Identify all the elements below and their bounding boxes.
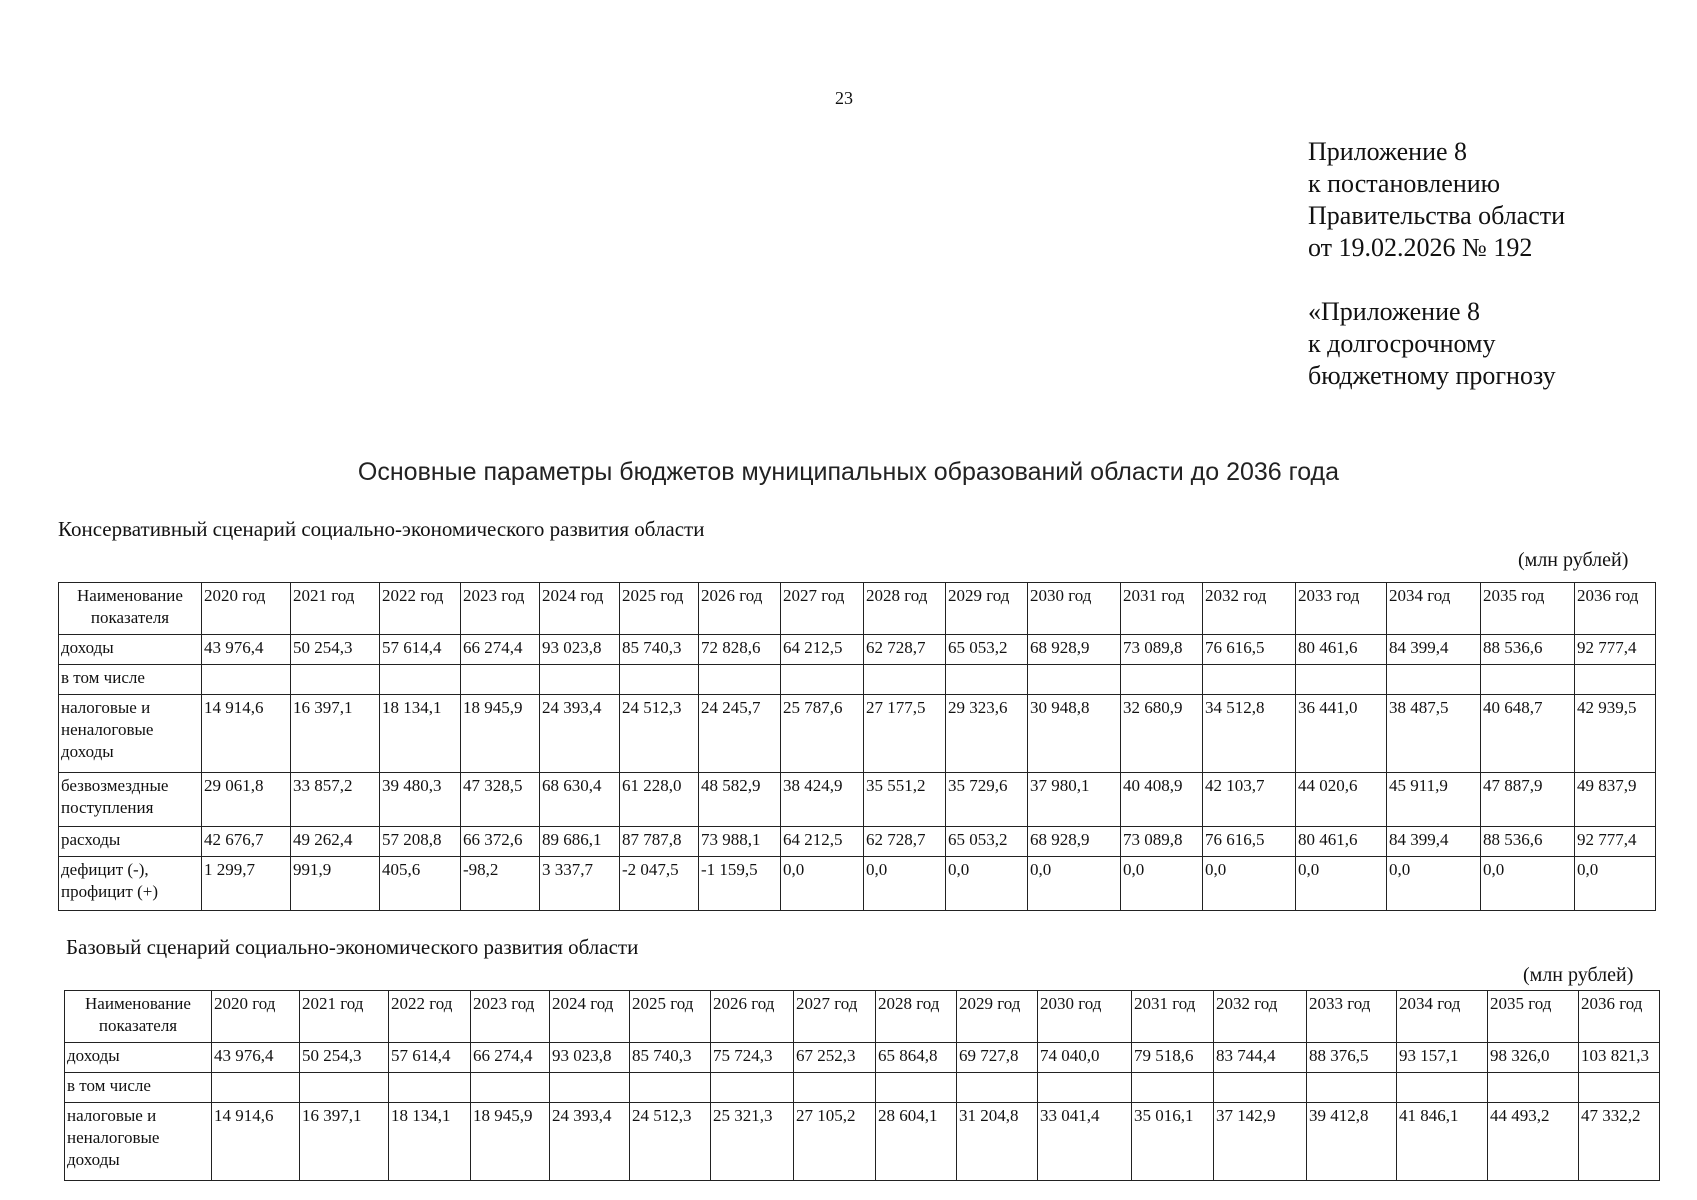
table-cell: 405,6 bbox=[380, 857, 461, 911]
header-year: 2032 год bbox=[1214, 991, 1307, 1043]
table-cell: 47 887,9 bbox=[1481, 773, 1575, 827]
header-year: 2029 год bbox=[957, 991, 1038, 1043]
table-cell bbox=[1481, 665, 1575, 695]
table-cell bbox=[781, 665, 864, 695]
table-cell: 18 945,9 bbox=[471, 1103, 550, 1181]
header-year: 2026 год bbox=[699, 583, 781, 635]
appendix-line: Приложение 8 bbox=[1308, 137, 1468, 166]
table-cell bbox=[380, 665, 461, 695]
header-year: 2034 год bbox=[1387, 583, 1481, 635]
table-cell: 42 103,7 bbox=[1203, 773, 1296, 827]
header-year: 2021 год bbox=[300, 991, 389, 1043]
table-cell: 65 053,2 bbox=[946, 635, 1028, 665]
table-cell: 50 254,3 bbox=[300, 1043, 389, 1073]
table-cell: 68 928,9 bbox=[1028, 635, 1121, 665]
table-cell: 93 023,8 bbox=[540, 635, 620, 665]
table-cell: 42 939,5 bbox=[1575, 695, 1656, 773]
table-cell: -2 047,5 bbox=[620, 857, 699, 911]
table-cell: 18 134,1 bbox=[380, 695, 461, 773]
header-year: 2021 год bbox=[291, 583, 380, 635]
header-year: 2024 год bbox=[550, 991, 630, 1043]
table-cell: 45 911,9 bbox=[1387, 773, 1481, 827]
table-cell: 65 053,2 bbox=[946, 827, 1028, 857]
table-cell: 49 262,4 bbox=[291, 827, 380, 857]
header-year: 2028 год bbox=[876, 991, 957, 1043]
table-cell: 42 676,7 bbox=[202, 827, 291, 857]
row-label: доходы bbox=[65, 1043, 212, 1073]
table-cell: 61 228,0 bbox=[620, 773, 699, 827]
appendix-line: Правительства области bbox=[1308, 201, 1566, 230]
header-year: 2029 год bbox=[946, 583, 1028, 635]
table-cell: 88 536,6 bbox=[1481, 827, 1575, 857]
row-label: дефицит (-), профицит (+) bbox=[59, 857, 202, 911]
table-row bbox=[59, 827, 1656, 857]
header-year: 2025 год bbox=[630, 991, 711, 1043]
table-header-row bbox=[65, 991, 1660, 1043]
appendix-block bbox=[1308, 136, 1565, 392]
table-cell bbox=[1121, 665, 1203, 695]
table-cell bbox=[946, 665, 1028, 695]
table-cell: 33 857,2 bbox=[291, 773, 380, 827]
table-cell bbox=[620, 665, 699, 695]
header-year: 2020 год bbox=[212, 991, 300, 1043]
table-cell bbox=[461, 665, 540, 695]
table-cell: 0,0 bbox=[1203, 857, 1296, 911]
header-year: 2025 год bbox=[620, 583, 699, 635]
table-cell: 32 680,9 bbox=[1121, 695, 1203, 773]
table-cell: 37 142,9 bbox=[1214, 1103, 1307, 1181]
table-cell: 35 729,6 bbox=[946, 773, 1028, 827]
table-cell: 69 727,8 bbox=[957, 1043, 1038, 1073]
table-cell: 24 512,3 bbox=[620, 695, 699, 773]
table-cell: 47 332,2 bbox=[1579, 1103, 1660, 1181]
table-cell: 68 630,4 bbox=[540, 773, 620, 827]
table-cell: 93 157,1 bbox=[1397, 1043, 1488, 1073]
row-label: налоговые и неналоговые доходы bbox=[59, 695, 202, 773]
row-label: в том числе bbox=[65, 1073, 212, 1103]
table-cell bbox=[1296, 665, 1387, 695]
table-cell bbox=[471, 1073, 550, 1103]
header-year: 2026 год bbox=[711, 991, 794, 1043]
table-cell: 44 020,6 bbox=[1296, 773, 1387, 827]
table-cell: 0,0 bbox=[1028, 857, 1121, 911]
table-cell bbox=[389, 1073, 471, 1103]
table-cell: 3 337,7 bbox=[540, 857, 620, 911]
table-cell: 98 326,0 bbox=[1488, 1043, 1579, 1073]
table-cell: 85 740,3 bbox=[620, 635, 699, 665]
table-cell: 83 744,4 bbox=[1214, 1043, 1307, 1073]
table-cell: 64 212,5 bbox=[781, 635, 864, 665]
table-cell: 85 740,3 bbox=[630, 1043, 711, 1073]
header-year: 2020 год bbox=[202, 583, 291, 635]
table-cell: -98,2 bbox=[461, 857, 540, 911]
table-cell bbox=[202, 665, 291, 695]
table-cell: 27 177,5 bbox=[864, 695, 946, 773]
header-year: 2023 год bbox=[461, 583, 540, 635]
document-title: Основные параметры бюджетов муниципальных образований области до 2036 года bbox=[357, 458, 1340, 486]
table-cell: 74 040,0 bbox=[1038, 1043, 1132, 1073]
table-cell: -1 159,5 bbox=[699, 857, 781, 911]
table-cell: 49 837,9 bbox=[1575, 773, 1656, 827]
table-cell: 31 204,8 bbox=[957, 1103, 1038, 1181]
table-cell: 89 686,1 bbox=[540, 827, 620, 857]
table-cell bbox=[300, 1073, 389, 1103]
table-cell: 75 724,3 bbox=[711, 1043, 794, 1073]
table-cell: 39 412,8 bbox=[1307, 1103, 1397, 1181]
table-cell: 18 945,9 bbox=[461, 695, 540, 773]
table-cell bbox=[540, 665, 620, 695]
table-cell: 67 252,3 bbox=[794, 1043, 876, 1073]
header-year: 2032 год bbox=[1203, 583, 1296, 635]
budget-table-conservative bbox=[58, 582, 1656, 911]
table-row bbox=[59, 857, 1656, 911]
table-row bbox=[59, 773, 1656, 827]
table-cell bbox=[711, 1073, 794, 1103]
row-label: доходы bbox=[59, 635, 202, 665]
table-cell: 1 299,7 bbox=[202, 857, 291, 911]
table-cell: 64 212,5 bbox=[781, 827, 864, 857]
header-indicator-name: Наименование показателя bbox=[59, 583, 202, 635]
table-cell: 43 976,4 bbox=[202, 635, 291, 665]
header-year: 2035 год bbox=[1481, 583, 1575, 635]
appendix-line: от 19.02.2026 № 192 bbox=[1308, 233, 1533, 262]
table-cell: 25 787,6 bbox=[781, 695, 864, 773]
header-year: 2024 год bbox=[540, 583, 620, 635]
appendix-line: к долгосрочному bbox=[1308, 329, 1496, 358]
table-cell: 24 245,7 bbox=[699, 695, 781, 773]
table-cell: 29 061,8 bbox=[202, 773, 291, 827]
table-cell: 36 441,0 bbox=[1296, 695, 1387, 773]
table-cell: 66 372,6 bbox=[461, 827, 540, 857]
table-cell: 18 134,1 bbox=[389, 1103, 471, 1181]
table-cell: 0,0 bbox=[1296, 857, 1387, 911]
table-cell: 14 914,6 bbox=[202, 695, 291, 773]
table-cell: 40 648,7 bbox=[1481, 695, 1575, 773]
table-cell bbox=[212, 1073, 300, 1103]
table-cell: 28 604,1 bbox=[876, 1103, 957, 1181]
table-cell: 57 208,8 bbox=[380, 827, 461, 857]
table-cell bbox=[630, 1073, 711, 1103]
table-cell: 0,0 bbox=[1481, 857, 1575, 911]
table-row bbox=[65, 1073, 1660, 1103]
table-cell: 38 487,5 bbox=[1387, 695, 1481, 773]
header-year: 2023 год bbox=[471, 991, 550, 1043]
table-cell: 0,0 bbox=[1387, 857, 1481, 911]
table-cell: 47 328,5 bbox=[461, 773, 540, 827]
header-year: 2035 год bbox=[1488, 991, 1579, 1043]
table-cell: 50 254,3 bbox=[291, 635, 380, 665]
table-cell bbox=[291, 665, 380, 695]
table-cell bbox=[1579, 1073, 1660, 1103]
table-cell: 0,0 bbox=[1121, 857, 1203, 911]
units-label: (млн рублей) bbox=[1523, 964, 1634, 986]
table-cell: 68 928,9 bbox=[1028, 827, 1121, 857]
budget-table-base bbox=[64, 990, 1660, 1181]
table-cell: 44 493,2 bbox=[1488, 1103, 1579, 1181]
table-cell: 79 518,6 bbox=[1132, 1043, 1214, 1073]
table-cell: 84 399,4 bbox=[1387, 635, 1481, 665]
table-cell: 92 777,4 bbox=[1575, 635, 1656, 665]
table-cell: 0,0 bbox=[946, 857, 1028, 911]
table-cell bbox=[864, 665, 946, 695]
table-cell: 33 041,4 bbox=[1038, 1103, 1132, 1181]
table-cell: 24 512,3 bbox=[630, 1103, 711, 1181]
header-year: 2031 год bbox=[1132, 991, 1214, 1043]
table-header-row bbox=[59, 583, 1656, 635]
table-cell: 57 614,4 bbox=[389, 1043, 471, 1073]
table-cell: 24 393,4 bbox=[550, 1103, 630, 1181]
units-label: (млн рублей) bbox=[1518, 549, 1629, 571]
table-cell bbox=[1214, 1073, 1307, 1103]
table-cell: 76 616,5 bbox=[1203, 827, 1296, 857]
table-cell bbox=[1387, 665, 1481, 695]
table-cell bbox=[1203, 665, 1296, 695]
table-cell: 73 988,1 bbox=[699, 827, 781, 857]
header-year: 2027 год bbox=[794, 991, 876, 1043]
header-year: 2033 год bbox=[1307, 991, 1397, 1043]
table-cell: 76 616,5 bbox=[1203, 635, 1296, 665]
header-indicator-name: Наименование показателя bbox=[65, 991, 212, 1043]
table-cell bbox=[699, 665, 781, 695]
table-cell: 80 461,6 bbox=[1296, 635, 1387, 665]
table-cell bbox=[794, 1073, 876, 1103]
table-cell: 24 393,4 bbox=[540, 695, 620, 773]
table-cell: 62 728,7 bbox=[864, 827, 946, 857]
table-cell bbox=[1132, 1073, 1214, 1103]
scenario-title-base: Базовый сценарий социально-экономического развития области bbox=[66, 935, 639, 959]
header-year: 2022 год bbox=[380, 583, 461, 635]
table-cell: 39 480,3 bbox=[380, 773, 461, 827]
table-cell bbox=[876, 1073, 957, 1103]
header-year: 2033 год bbox=[1296, 583, 1387, 635]
table-cell: 16 397,1 bbox=[300, 1103, 389, 1181]
table-cell: 57 614,4 bbox=[380, 635, 461, 665]
table-cell: 37 980,1 bbox=[1028, 773, 1121, 827]
table-cell: 66 274,4 bbox=[471, 1043, 550, 1073]
table-cell: 93 023,8 bbox=[550, 1043, 630, 1073]
table-cell bbox=[1028, 665, 1121, 695]
header-year: 2030 год bbox=[1038, 991, 1132, 1043]
header-year: 2027 год bbox=[781, 583, 864, 635]
table-cell: 73 089,8 bbox=[1121, 827, 1203, 857]
table-cell bbox=[1397, 1073, 1488, 1103]
table-cell: 87 787,8 bbox=[620, 827, 699, 857]
table-cell: 65 864,8 bbox=[876, 1043, 957, 1073]
table-cell: 88 536,6 bbox=[1481, 635, 1575, 665]
table-cell: 34 512,8 bbox=[1203, 695, 1296, 773]
table-row bbox=[65, 1043, 1660, 1073]
table-row bbox=[65, 1103, 1660, 1181]
table-cell bbox=[1307, 1073, 1397, 1103]
header-year: 2036 год bbox=[1579, 991, 1660, 1043]
scenario-title-conservative: Консервативный сценарий социально-экономического развития области bbox=[58, 517, 705, 541]
table-cell bbox=[1575, 665, 1656, 695]
table-cell bbox=[957, 1073, 1038, 1103]
row-label: расходы bbox=[59, 827, 202, 857]
table-cell: 73 089,8 bbox=[1121, 635, 1203, 665]
header-year: 2030 год bbox=[1028, 583, 1121, 635]
table-cell: 0,0 bbox=[864, 857, 946, 911]
appendix-line: бюджетному прогнозу bbox=[1308, 361, 1556, 390]
table-cell: 41 846,1 bbox=[1397, 1103, 1488, 1181]
header-year: 2036 год bbox=[1575, 583, 1656, 635]
table-cell: 72 828,6 bbox=[699, 635, 781, 665]
row-label: безвозмездные поступления bbox=[59, 773, 202, 827]
table-row bbox=[59, 695, 1656, 773]
table-cell: 84 399,4 bbox=[1387, 827, 1481, 857]
table-cell: 62 728,7 bbox=[864, 635, 946, 665]
table-cell: 43 976,4 bbox=[212, 1043, 300, 1073]
table-row bbox=[59, 665, 1656, 695]
table-cell: 92 777,4 bbox=[1575, 827, 1656, 857]
table-cell: 14 914,6 bbox=[212, 1103, 300, 1181]
table-cell: 991,9 bbox=[291, 857, 380, 911]
table-cell bbox=[1488, 1073, 1579, 1103]
table-cell: 66 274,4 bbox=[461, 635, 540, 665]
table-cell: 30 948,8 bbox=[1028, 695, 1121, 773]
table-cell: 29 323,6 bbox=[946, 695, 1028, 773]
table-cell: 48 582,9 bbox=[699, 773, 781, 827]
table-cell: 88 376,5 bbox=[1307, 1043, 1397, 1073]
table-cell bbox=[1038, 1073, 1132, 1103]
page-number: 23 bbox=[835, 88, 853, 108]
table-cell: 38 424,9 bbox=[781, 773, 864, 827]
row-label: налоговые и неналоговые доходы bbox=[65, 1103, 212, 1181]
header-year: 2028 год bbox=[864, 583, 946, 635]
header-year: 2022 год bbox=[389, 991, 471, 1043]
header-year: 2034 год bbox=[1397, 991, 1488, 1043]
table-cell: 35 551,2 bbox=[864, 773, 946, 827]
table-cell: 35 016,1 bbox=[1132, 1103, 1214, 1181]
table-row bbox=[59, 635, 1656, 665]
table-cell: 103 821,3 bbox=[1579, 1043, 1660, 1073]
table-cell: 80 461,6 bbox=[1296, 827, 1387, 857]
header-year: 2031 год bbox=[1121, 583, 1203, 635]
table-cell: 0,0 bbox=[781, 857, 864, 911]
table-cell: 27 105,2 bbox=[794, 1103, 876, 1181]
row-label: в том числе bbox=[59, 665, 202, 695]
table-cell: 25 321,3 bbox=[711, 1103, 794, 1181]
table-cell: 16 397,1 bbox=[291, 695, 380, 773]
appendix-line: к постановлению bbox=[1308, 169, 1501, 198]
table-cell bbox=[550, 1073, 630, 1103]
appendix-line: «Приложение 8 bbox=[1308, 297, 1481, 326]
table-cell: 0,0 bbox=[1575, 857, 1656, 911]
table-cell: 40 408,9 bbox=[1121, 773, 1203, 827]
